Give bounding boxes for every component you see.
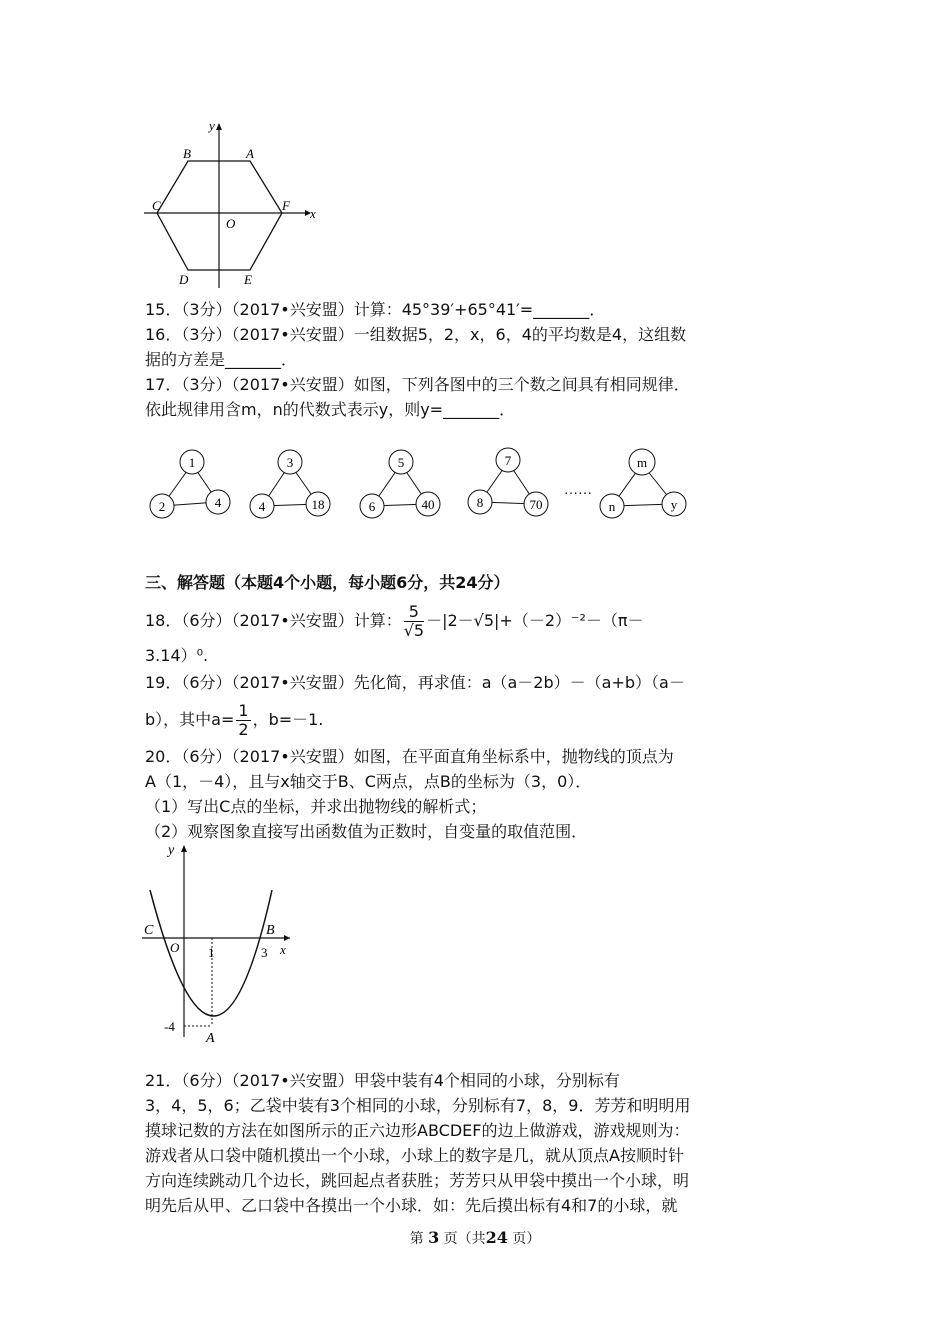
question-18-line2: 3.14）⁰. bbox=[145, 646, 209, 665]
question-16-line2: 据的方差是_______． bbox=[145, 350, 298, 369]
question-19-line2 bbox=[145, 700, 323, 740]
footer-pre: 第 bbox=[409, 1231, 424, 1247]
q18-fraction bbox=[404, 603, 424, 640]
question-21-line1: 21．（6分）（2017•兴安盟）甲袋中装有4个相同的小球，分别标有 bbox=[145, 1071, 620, 1090]
question-19-line1: 19．（6分）（2017•兴安盟）先化简，再求值：a（a－2b）－（a+b）（a－ bbox=[145, 673, 685, 692]
ellipsis: …… bbox=[564, 483, 592, 498]
parabola-label-o: O bbox=[170, 940, 180, 955]
hex-y-label: y bbox=[209, 118, 215, 133]
triangle-5 bbox=[600, 449, 686, 518]
question-17-line2: 依此规律用含m，n的代数式表示y，则y=_______． bbox=[145, 400, 516, 419]
hex-label-f: F bbox=[282, 198, 290, 213]
hex-label-a: A bbox=[246, 146, 254, 161]
q18-frac-den: √5 bbox=[403, 621, 425, 640]
parabola-label-b: B bbox=[266, 923, 275, 938]
question-20-part2: （2）观察图象直接写出函数值为正数时，自变量的取值范围． bbox=[145, 822, 588, 841]
question-21-line3: 摸球记数的方法在如图所示的正六边形ABCDEF的边上做游戏，游戏规则为： bbox=[145, 1121, 690, 1140]
hex-label-o: O bbox=[226, 216, 236, 231]
footer-mid: 页（共 bbox=[443, 1231, 486, 1247]
parabola-label-c: C bbox=[144, 923, 154, 938]
question-21-line5: 方向连续跳动几个边长，跳回起点者获胜；芳芳只从甲袋中摸出一个小球，明 bbox=[145, 1171, 690, 1190]
question-20-line1: 20．（6分）（2017•兴安盟）如图，在平面直角坐标系中，抛物线的顶点为 bbox=[145, 747, 674, 766]
triangle-3-left: 6 bbox=[368, 499, 376, 514]
question-21-line6: 明先后从甲、乙口袋中各摸出一个小球．如：先后摸出标有4和7的小球，就 bbox=[145, 1196, 678, 1215]
hex-x-label: x bbox=[310, 206, 316, 221]
q19-frac-num: 1 bbox=[238, 701, 249, 720]
triangle-3-right: 40 bbox=[421, 497, 435, 512]
question-21-line2: 3，4，5，6；乙袋中装有3个相同的小球，分别标有7，8，9．芳芳和明明用 bbox=[145, 1096, 691, 1115]
q18-frac-num: 5 bbox=[404, 603, 424, 622]
q19-prefix: b），其中a= bbox=[145, 710, 235, 729]
triangle-2-right: 18 bbox=[311, 497, 325, 512]
footer-total-pages: 24 bbox=[485, 1228, 508, 1247]
question-21-line4: 游戏者从口袋中随机摸出一个小球，小球上的数字是几，就从顶点A按顺时针 bbox=[145, 1146, 684, 1165]
hex-label-c: C bbox=[152, 198, 161, 213]
question-20-part1: （1）写出C点的坐标，并求出抛物线的解析式； bbox=[145, 797, 487, 816]
parabola-y-label: y bbox=[168, 843, 175, 858]
triangle-1-top: 1 bbox=[188, 455, 196, 470]
q19-frac-den: 2 bbox=[238, 720, 249, 739]
triangle-1 bbox=[150, 450, 230, 518]
q19-suffix: ，b=－1. bbox=[252, 710, 324, 729]
parabola-tick-1: 1 bbox=[208, 945, 215, 960]
page-footer bbox=[0, 1228, 950, 1248]
question-16-line1: 16．（3分）（2017•兴安盟）一组数据5，2，x，6，4的平均数是4，这组数 bbox=[145, 325, 687, 344]
triangle-5-right: y bbox=[670, 497, 678, 512]
triangle-4-right: 70 bbox=[529, 497, 543, 512]
question-17-line1: 17．（3分）（2017•兴安盟）如图，下列各图中的三个数之间具有相同规律． bbox=[145, 375, 690, 394]
parabola-x-label: x bbox=[280, 942, 286, 957]
triangle-4 bbox=[468, 448, 548, 516]
question-20-line2: A（1，－4），且与x轴交于B、C两点，点B的坐标为（3，0）． bbox=[145, 772, 592, 791]
triangle-2-top: 3 bbox=[286, 455, 294, 470]
hex-label-b: B bbox=[183, 146, 191, 161]
triangle-5-left: n bbox=[608, 499, 616, 514]
hex-label-e: E bbox=[244, 272, 252, 287]
question-18-line1 bbox=[145, 601, 644, 641]
parabola-figure bbox=[140, 842, 300, 1052]
hexagon-figure bbox=[140, 118, 340, 290]
triangle-4-top: 7 bbox=[504, 453, 512, 468]
triangle-1-left: 2 bbox=[158, 499, 166, 514]
section-3-title: 三、解答题（本题4个小题，每小题6分，共24分） bbox=[145, 573, 510, 592]
hex-label-d: D bbox=[179, 272, 189, 287]
q18-rest: －|2－√5|+（－2）⁻²－（π－ bbox=[426, 611, 644, 630]
triangle-1-right: 4 bbox=[214, 495, 222, 510]
triangle-2-left: 4 bbox=[258, 499, 266, 514]
parabola-tick-neg4: -4 bbox=[164, 1019, 175, 1034]
triangle-4-left: 8 bbox=[476, 495, 484, 510]
question-15: 15．（3分）（2017•兴安盟）计算：45°39′+65°41′=_______． bbox=[145, 300, 606, 319]
parabola-label-a: A bbox=[206, 1031, 215, 1046]
triangle-5-top: m bbox=[636, 455, 648, 470]
q19-fraction bbox=[236, 702, 250, 739]
triangle-3 bbox=[360, 450, 440, 518]
triangle-2 bbox=[250, 450, 330, 518]
parabola-tick-3: 3 bbox=[261, 945, 268, 960]
q18-prefix: 18．（6分）（2017•兴安盟）计算： bbox=[145, 611, 402, 630]
footer-post: 页） bbox=[512, 1231, 541, 1247]
number-triangles-figure bbox=[140, 444, 700, 524]
triangle-3-top: 5 bbox=[397, 455, 405, 470]
footer-page-number: 3 bbox=[428, 1228, 440, 1247]
